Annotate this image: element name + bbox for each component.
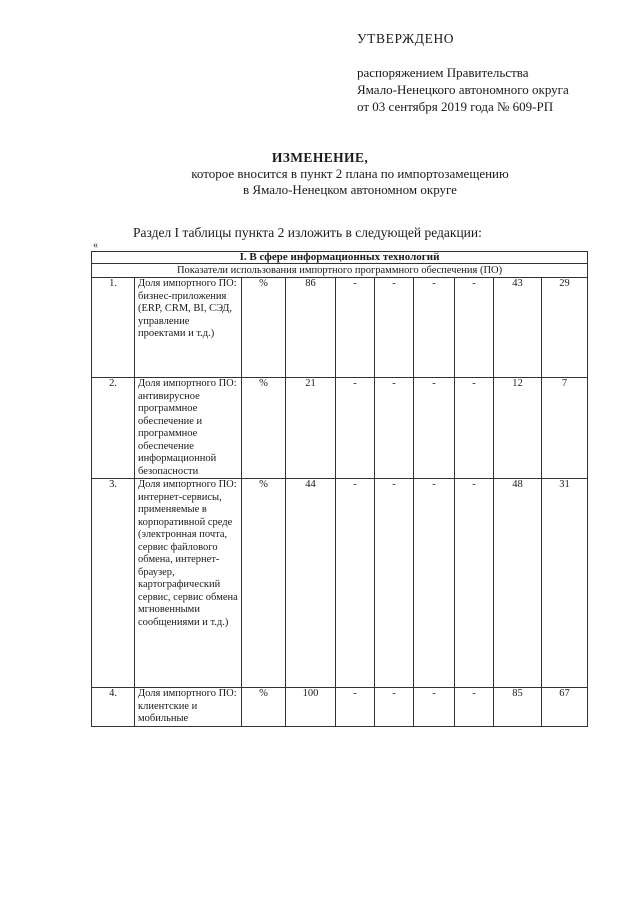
row-dash-3: -	[414, 479, 455, 688]
table-row	[92, 378, 588, 479]
row-dash-2: -	[375, 278, 414, 378]
row-unit: %	[242, 278, 286, 378]
section-title: I. В сфере информационных технологий	[92, 252, 588, 264]
row-value-2: 7	[542, 378, 588, 479]
row-dash-3: -	[414, 688, 455, 727]
approval-block	[357, 30, 569, 115]
row-dash-1: -	[336, 688, 375, 727]
table-row	[92, 278, 588, 378]
subtitle-line-1: которое вносится в пункт 2 плана по импортозамещению	[191, 166, 509, 181]
document-title: ИЗМЕНЕНИЕ,	[271, 150, 369, 165]
row-number: 3.	[92, 479, 135, 688]
subsection-title: Показатели использования импортного программного обеспечения (ПО)	[92, 264, 588, 278]
intro-paragraph: Раздел I таблицы пункта 2 изложить в следующей редакции:	[133, 225, 482, 240]
row-value-1: 12	[494, 378, 542, 479]
row-indicator-name: Доля импортного ПО: клиентские и мобильные	[135, 688, 242, 727]
row-dash-4: -	[455, 479, 494, 688]
table-row	[92, 688, 588, 727]
row-value-1: 48	[494, 479, 542, 688]
row-dash-1: -	[336, 479, 375, 688]
approval-line-1: распоряжением Правительства	[357, 65, 529, 80]
row-base-value: 44	[286, 479, 336, 688]
row-dash-3: -	[414, 378, 455, 479]
row-value-2: 31	[542, 479, 588, 688]
row-dash-1: -	[336, 278, 375, 378]
row-indicator-name: Доля импортного ПО: антивирусное программное обеспечение и программное обеспечение информационной безопасности	[135, 378, 242, 479]
opening-quote: «	[93, 240, 98, 251]
row-value-2: 67	[542, 688, 588, 727]
row-dash-4: -	[455, 278, 494, 378]
subtitle-line-2: в Ямало-Ненецком автономном округе	[243, 182, 457, 197]
row-indicator-name: Доля импортного ПО: бизнес-приложения (ERP, CRM, BI, СЭД, управление проектами и т.д.)	[135, 278, 242, 378]
row-number: 2.	[92, 378, 135, 479]
table-row	[92, 479, 588, 688]
row-value-1: 85	[494, 688, 542, 727]
row-dash-2: -	[375, 378, 414, 479]
row-unit: %	[242, 688, 286, 727]
row-dash-1: -	[336, 378, 375, 479]
row-value-2: 29	[542, 278, 588, 378]
section-header-row	[92, 252, 588, 264]
row-dash-4: -	[455, 378, 494, 479]
row-base-value: 86	[286, 278, 336, 378]
approval-line-3: от 03 сентября 2019 года № 609-РП	[357, 99, 554, 114]
row-value-1: 43	[494, 278, 542, 378]
row-base-value: 100	[286, 688, 336, 727]
approval-title: УТВЕРЖДЕНО	[357, 31, 455, 46]
row-unit: %	[242, 378, 286, 479]
subsection-header-row	[92, 264, 588, 278]
row-dash-3: -	[414, 278, 455, 378]
row-number: 1.	[92, 278, 135, 378]
row-indicator-name: Доля импортного ПО: интернет-сервисы, применяемые в корпоративной среде (электронная почта, сервис файлового обмена, интернет-браузер, картографический сервис, сервис обмена мгновенными сообщениями и т.д.)	[135, 479, 242, 688]
document-subtitle	[60, 166, 640, 198]
approval-line-2: Ямало-Ненецкого автономного округа	[357, 82, 569, 97]
row-dash-2: -	[375, 688, 414, 727]
row-number: 4.	[92, 688, 135, 727]
row-unit: %	[242, 479, 286, 688]
row-dash-4: -	[455, 688, 494, 727]
indicators-table	[91, 251, 588, 727]
row-dash-2: -	[375, 479, 414, 688]
row-base-value: 21	[286, 378, 336, 479]
